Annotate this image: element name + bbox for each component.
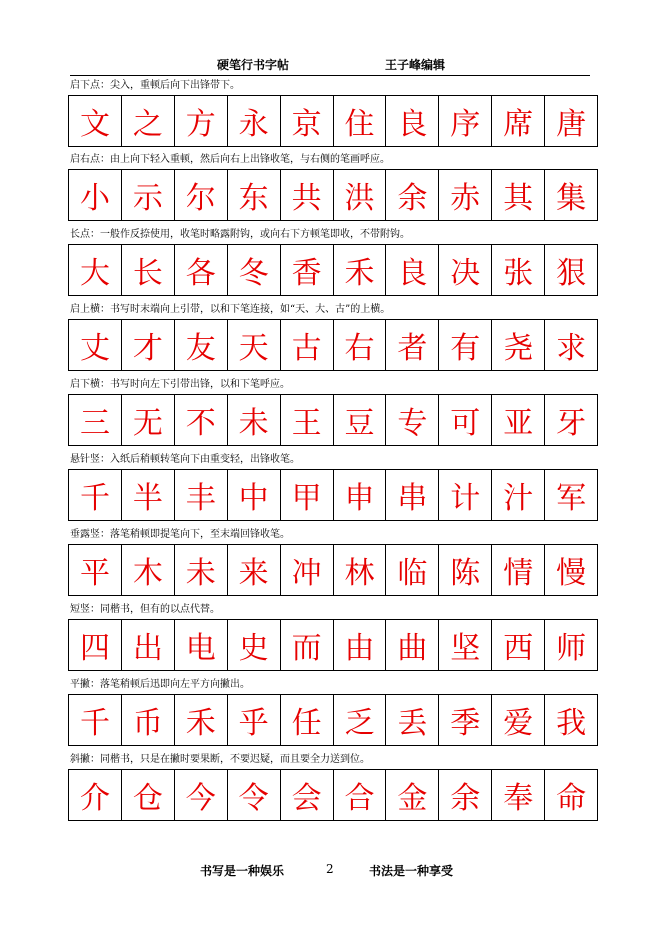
page-number: 2: [326, 862, 334, 876]
stroke-section: [68, 153, 598, 221]
practice-character: 情: [492, 545, 545, 595]
practice-character: 坚: [439, 620, 492, 670]
practice-character: 季: [439, 695, 492, 745]
practice-character: 友: [175, 320, 228, 370]
stroke-description: 平撇：落笔稍顿后迅即向左平方向撇出。: [70, 679, 250, 690]
practice-character: 串: [386, 470, 439, 520]
practice-character: 爱: [492, 695, 545, 745]
practice-character: 乎: [228, 695, 281, 745]
practice-character: 张: [492, 245, 545, 295]
practice-character: 不: [175, 395, 228, 445]
practice-character: 币: [122, 695, 175, 745]
practice-character: 由: [334, 620, 387, 670]
practice-character: 牙: [556, 406, 587, 441]
practice-character: 丰: [175, 470, 228, 520]
stroke-section: [68, 303, 598, 371]
practice-character: 申: [334, 470, 387, 520]
practice-character: 乏: [334, 695, 387, 745]
practice-character: 赤: [439, 170, 492, 220]
practice-character: 尔: [175, 170, 228, 220]
practice-character: 奉: [492, 770, 545, 820]
character-grid: [68, 319, 598, 371]
practice-character: 大: [69, 245, 122, 295]
practice-character: 我: [556, 706, 587, 741]
practice-character: 半: [122, 470, 175, 520]
practice-character: 良: [386, 96, 439, 146]
stroke-description: 启上横：书写时末端向上引带，以和下笔连接，如“天、大、古”的上横。: [70, 304, 391, 315]
character-grid: [68, 544, 598, 596]
stroke-section: [68, 678, 598, 746]
practice-character: 平: [69, 545, 122, 595]
character-grid: [68, 394, 598, 446]
practice-character: 各: [175, 245, 228, 295]
stroke-description: 长点：一般作反捺使用，收笔时略露附钩，或向右下方顿笔即收，不带附钩。: [70, 229, 410, 240]
practice-character: 古: [281, 320, 334, 370]
practice-character: 师: [556, 631, 587, 666]
practice-character: 今: [175, 770, 228, 820]
character-grid: [68, 244, 598, 296]
practice-character: 汁: [492, 470, 545, 520]
stroke-description: 启下点：尖入，重顿后向下出锋带下。: [70, 80, 240, 91]
stroke-section: [68, 378, 598, 446]
practice-character: 右: [334, 320, 387, 370]
stroke-section: [68, 228, 598, 296]
practice-character: 林: [334, 545, 387, 595]
practice-character: 丢: [386, 695, 439, 745]
practice-character: 示: [122, 170, 175, 220]
header-rule: [70, 75, 590, 76]
practice-character: 史: [228, 620, 281, 670]
practice-character: 可: [439, 395, 492, 445]
stroke-description: 短竖：同楷书，但有的以点代替。: [70, 604, 220, 615]
practice-character: 任: [281, 695, 334, 745]
practice-character: 三: [69, 395, 122, 445]
practice-character: 会: [281, 770, 334, 820]
practice-character: 豆: [334, 395, 387, 445]
practice-character: 求: [556, 331, 587, 366]
practice-character: 永: [228, 96, 281, 146]
practice-character: 金: [386, 770, 439, 820]
practice-character: 未: [175, 545, 228, 595]
character-grid: [68, 95, 598, 147]
practice-character: 席: [492, 96, 545, 146]
stroke-section: [68, 603, 598, 671]
practice-character: 方: [175, 96, 228, 146]
practice-character: 洪: [334, 170, 387, 220]
practice-character: 千: [69, 470, 122, 520]
practice-character: 禾: [175, 695, 228, 745]
character-grid: [68, 619, 598, 671]
practice-character: 尧: [492, 320, 545, 370]
book-title: 硬笔行书字帖: [217, 58, 290, 72]
practice-character: 京: [281, 96, 334, 146]
practice-character: 出: [122, 620, 175, 670]
practice-character: 电: [175, 620, 228, 670]
practice-character: 余: [439, 770, 492, 820]
stroke-description: 垂露竖：落笔稍顿即提笔向下，至末端回锋收笔。: [70, 529, 290, 540]
practice-character: 其: [492, 170, 545, 220]
practice-character: 命: [556, 781, 587, 816]
practice-character: 余: [386, 170, 439, 220]
practice-character: 介: [69, 770, 122, 820]
stroke-section: [68, 453, 598, 521]
stroke-description: 启下横：书写时向左下引带出锋，以和下笔呼应。: [70, 379, 290, 390]
practice-character: 东: [228, 170, 281, 220]
practice-character: 无: [122, 395, 175, 445]
practice-character: 专: [386, 395, 439, 445]
practice-character: 西: [492, 620, 545, 670]
practice-character: 令: [228, 770, 281, 820]
footer-right-motto: 书法是一种享受: [369, 864, 454, 878]
practice-character: 者: [386, 320, 439, 370]
practice-character: 木: [122, 545, 175, 595]
practice-character: 序: [439, 96, 492, 146]
practice-character: 甲: [281, 470, 334, 520]
footer-left-motto: 书写是一种娱乐: [200, 864, 285, 878]
stroke-section: [68, 753, 598, 821]
practice-character: 王: [281, 395, 334, 445]
practice-character: 仓: [122, 770, 175, 820]
practice-character: 冲: [281, 545, 334, 595]
practice-character: 陈: [439, 545, 492, 595]
practice-character: 唐: [556, 107, 587, 142]
practice-character: 临: [386, 545, 439, 595]
practice-character: 来: [228, 545, 281, 595]
stroke-description: 斜撇：同楷书，只是在撇时要果断，不要迟疑，而且要全力送到位。: [70, 754, 370, 765]
character-grid: [68, 169, 598, 221]
stroke-section: [68, 79, 598, 147]
practice-character: 千: [69, 695, 122, 745]
practice-character: 天: [228, 320, 281, 370]
practice-character: 香: [281, 245, 334, 295]
practice-character: 丈: [69, 320, 122, 370]
practice-character: 曲: [386, 620, 439, 670]
practice-character: 决: [439, 245, 492, 295]
practice-character: 未: [228, 395, 281, 445]
practice-character: 而: [281, 620, 334, 670]
practice-character: 狠: [556, 256, 587, 291]
page-header: [0, 56, 666, 74]
practice-character: 四: [69, 620, 122, 670]
practice-character: 长: [122, 245, 175, 295]
page-footer: [0, 862, 666, 878]
character-grid: [68, 694, 598, 746]
practice-character: 之: [122, 96, 175, 146]
practice-character: 集: [556, 181, 587, 216]
practice-character: 冬: [228, 245, 281, 295]
practice-character: 才: [122, 320, 175, 370]
stroke-description: 悬针竖：入纸后稍顿转笔向下由重变轻，出锋收笔。: [70, 454, 300, 465]
stroke-description: 启右点：由上向下轻入重顿，然后向右上出锋收笔，与右侧的笔画呼应。: [70, 154, 390, 165]
practice-character: 住: [334, 96, 387, 146]
author-credit: 王子峰编辑: [385, 58, 446, 72]
practice-character: 共: [281, 170, 334, 220]
practice-character: 小: [69, 170, 122, 220]
practice-character: 军: [556, 481, 587, 516]
practice-character: 计: [439, 470, 492, 520]
practice-character: 有: [439, 320, 492, 370]
practice-character: 文: [69, 96, 122, 146]
practice-character: 慢: [556, 556, 587, 591]
character-grid: [68, 469, 598, 521]
character-grid: [68, 769, 598, 821]
practice-character: 合: [334, 770, 387, 820]
practice-character: 良: [386, 245, 439, 295]
stroke-section: [68, 528, 598, 596]
practice-character: 禾: [334, 245, 387, 295]
practice-character: 亚: [492, 395, 545, 445]
practice-character: 中: [228, 470, 281, 520]
